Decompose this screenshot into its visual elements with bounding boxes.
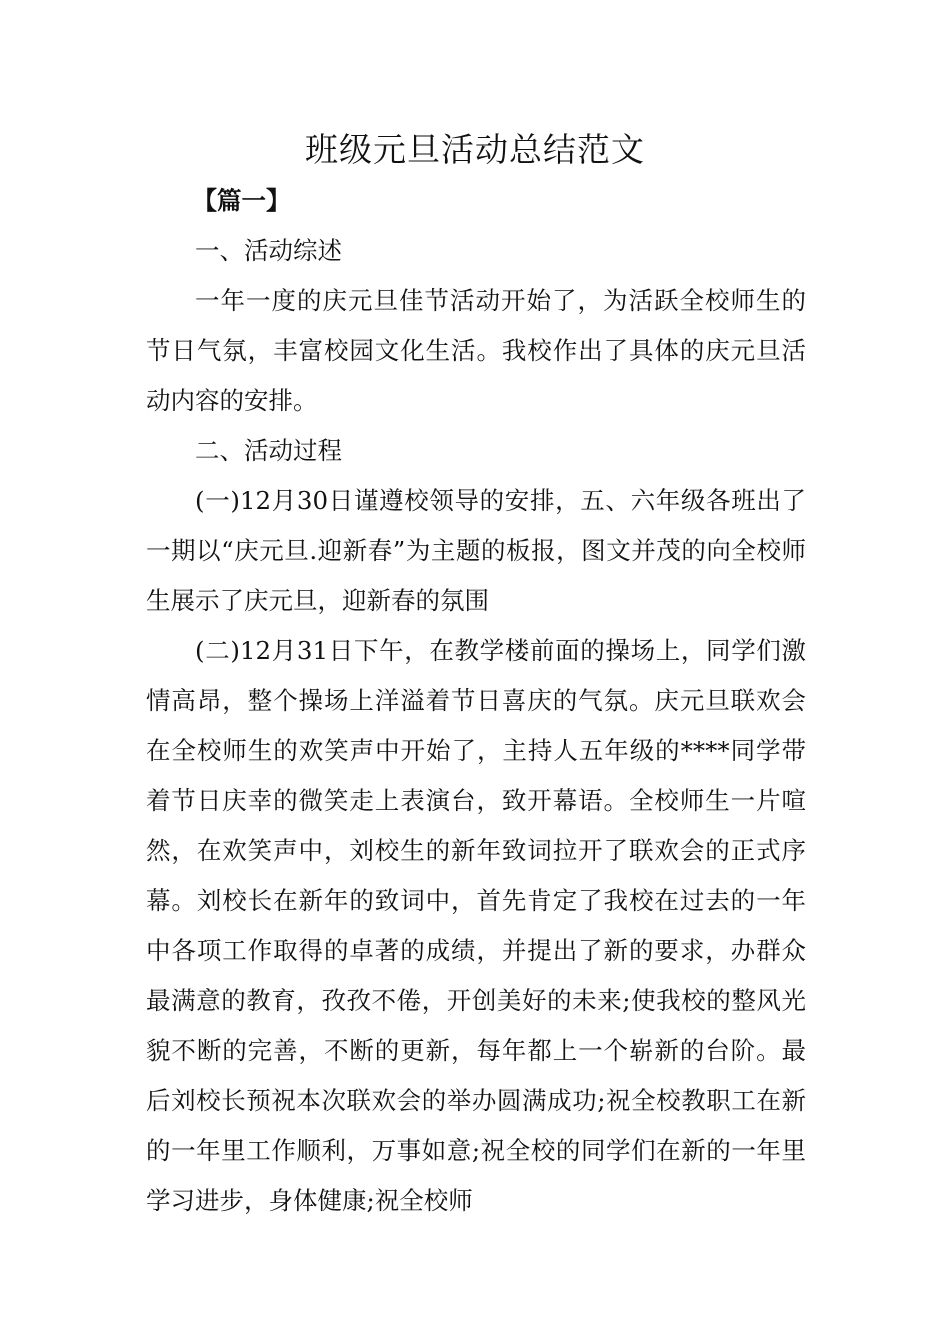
- paragraph-overview: 一年一度的庆元旦佳节活动开始了，为活跃全校师生的节日气氛，丰富校园文化生活。我校作出了具体的庆元旦活动内容的安排。: [146, 286, 806, 415]
- paragraph-process-2: (二)12月31日下午，在教学楼前面的操场上，同学们激情高昂，整个操场上洋溢着节日喜庆的气氛。庆元旦联欢会在全校师生的欢笑声中开始了，主持人五年级的****同学带着节日庆幸的微笑走上表演台，致开幕语。全校师生一片喧然，在欢笑声中，刘校生的新年致词拉开了联欢会的正式序幕。刘校长在新年的致词中，首先肯定了我校在过去的一年中各项工作取得的卓著的成绩，并提出了新的要求，办群众最满意的教育，孜孜不倦，开创美好的未来;使我校的整风光貌不断的完善，不断的更新，每年都上一个崭新的台阶。最后刘校长预祝本次联欢会的举办圆满成功;祝全校教职工在新的一年里工作顺利，万事如意;祝全校的同学们在新的一年里学习进步，身体健康;祝全校师: [146, 636, 806, 1215]
- heading-process: 二、活动过程: [195, 436, 342, 465]
- paragraph-process-1: (一)12月30日谨遵校领导的安排，五、六年级各班出了一期以“庆元旦.迎新春”为主题的板报，图文并茂的向全校师生展示了庆元旦，迎新春的氛围: [146, 486, 806, 615]
- document-body: [146, 176, 806, 1226]
- document-title: 班级元旦活动总结范文: [305, 130, 645, 169]
- heading-overview: 一、活动综述: [195, 236, 342, 265]
- section-tag: 【篇一】: [192, 186, 291, 215]
